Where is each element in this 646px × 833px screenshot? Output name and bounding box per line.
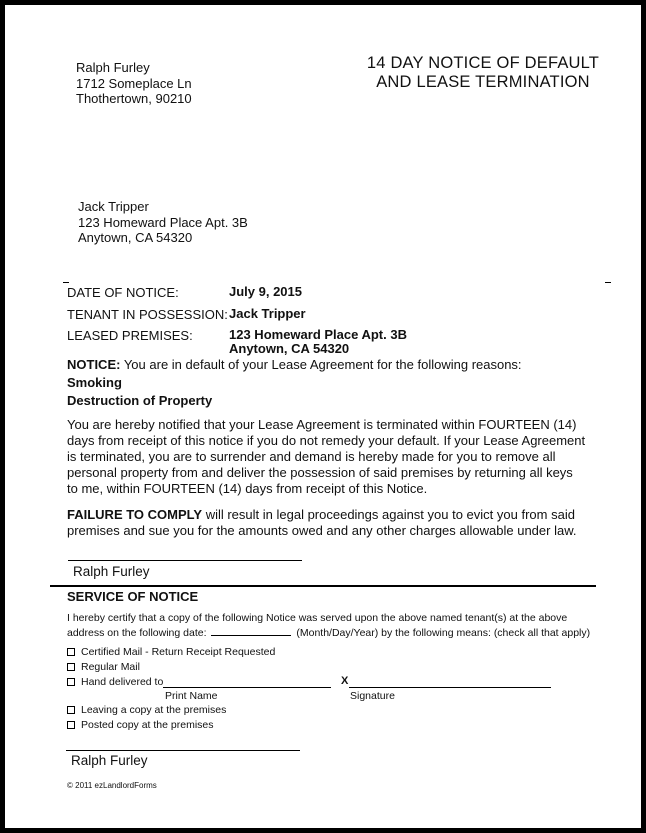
checkbox[interactable]	[67, 663, 75, 671]
print-name-line[interactable]	[163, 687, 331, 688]
option-certified-mail	[67, 646, 275, 658]
checkbox[interactable]	[67, 678, 75, 686]
date-label: DATE OF NOTICE:	[67, 285, 179, 300]
option-label: Certified Mail - Return Receipt Requested	[81, 646, 276, 658]
reason-item: Destruction of Property	[67, 393, 213, 408]
premises-value-line1: 123 Homeward Place Apt. 3B	[229, 327, 407, 342]
premises-value	[229, 328, 407, 356]
sender-name: Ralph Furley	[76, 60, 150, 75]
reason-item: Smoking	[67, 375, 122, 390]
certification-line1: I hereby certify that a copy of the following Notice was served upon the above named tenant(s) at the above	[67, 612, 568, 624]
premises-value-line2: Anytown, CA 54320	[229, 341, 350, 356]
server-signature-line[interactable]	[349, 687, 551, 688]
notice-text: You are in default of your Lease Agreement for the following reasons:	[120, 357, 522, 372]
certification-text-a: address on the following date:	[67, 627, 210, 639]
option-leaving-copy	[67, 704, 226, 716]
recipient-address-line1: 123 Homeward Place Apt. 3B	[78, 214, 248, 230]
recipient-address	[78, 199, 248, 246]
recipient-address-line2: Anytown, CA 54320	[78, 230, 193, 245]
title-line1: 14 DAY NOTICE OF DEFAULT	[366, 54, 600, 72]
print-name-caption: Print Name	[165, 690, 218, 702]
fold-mark-left	[63, 282, 69, 283]
option-label: Regular Mail	[81, 661, 140, 673]
section-divider	[50, 585, 596, 587]
certification-text-b: (Month/Day/Year) by the following means: (check all that apply)	[293, 627, 591, 639]
premises-label: LEASED PREMISES:	[67, 328, 193, 343]
service-title: SERVICE OF NOTICE	[67, 589, 199, 604]
tenant-label: TENANT IN POSSESSION:	[67, 307, 228, 322]
sender-address-line1: 1712 Someplace Ln	[76, 75, 192, 91]
x-mark: X	[341, 675, 349, 687]
notice-line	[67, 357, 587, 373]
fold-mark-right	[605, 282, 611, 283]
title-line2: AND LEASE TERMINATION	[376, 73, 590, 91]
date-value: July 9, 2015	[229, 284, 302, 299]
termination-paragraph: You are hereby notified that your Lease Agreement is terminated within FOURTEEN (14) days from receipt of this notice if you do not remedy your default. If your Lease Agreement is terminated, you are to surrender and demand is hereby made for you to remove all personal property from and deliver the possession of said premises by returning all keys to me, within FOURTEEN (14) days from receipt of this Notice.	[67, 417, 586, 496]
document-title	[345, 54, 621, 92]
option-posted-copy	[67, 719, 214, 731]
option-hand-delivered	[67, 676, 163, 688]
option-label: Posted copy at the premises	[81, 719, 214, 731]
recipient-name: Jack Tripper	[78, 199, 149, 214]
certification-line2	[67, 625, 590, 640]
checkbox[interactable]	[67, 706, 75, 714]
signature-line	[66, 750, 300, 751]
signature-line	[68, 560, 302, 561]
option-label: Hand delivered to	[81, 676, 164, 688]
tenant-value: Jack Tripper	[229, 306, 306, 321]
landlord-signature-name: Ralph Furley	[73, 564, 150, 579]
notice-label: NOTICE:	[67, 357, 121, 372]
signature-caption: Signature	[350, 690, 395, 702]
sender-address	[76, 60, 192, 107]
failure-paragraph	[67, 507, 587, 539]
option-label: Leaving a copy at the premises	[81, 704, 227, 716]
failure-text: will result in legal proceedings against you to evict you from said premises and sue you for the amounts owed and any other charges allowable under law.	[67, 507, 577, 538]
checkbox[interactable]	[67, 721, 75, 729]
option-regular-mail	[67, 661, 140, 673]
failure-label: FAILURE TO COMPLY	[67, 507, 203, 522]
service-date-field[interactable]	[211, 625, 291, 636]
checkbox[interactable]	[67, 648, 75, 656]
server-name: Ralph Furley	[71, 753, 148, 768]
copyright-notice: © 2011 ezLandlordForms	[67, 781, 157, 790]
sender-address-line2: Thothertown, 90210	[76, 91, 192, 106]
